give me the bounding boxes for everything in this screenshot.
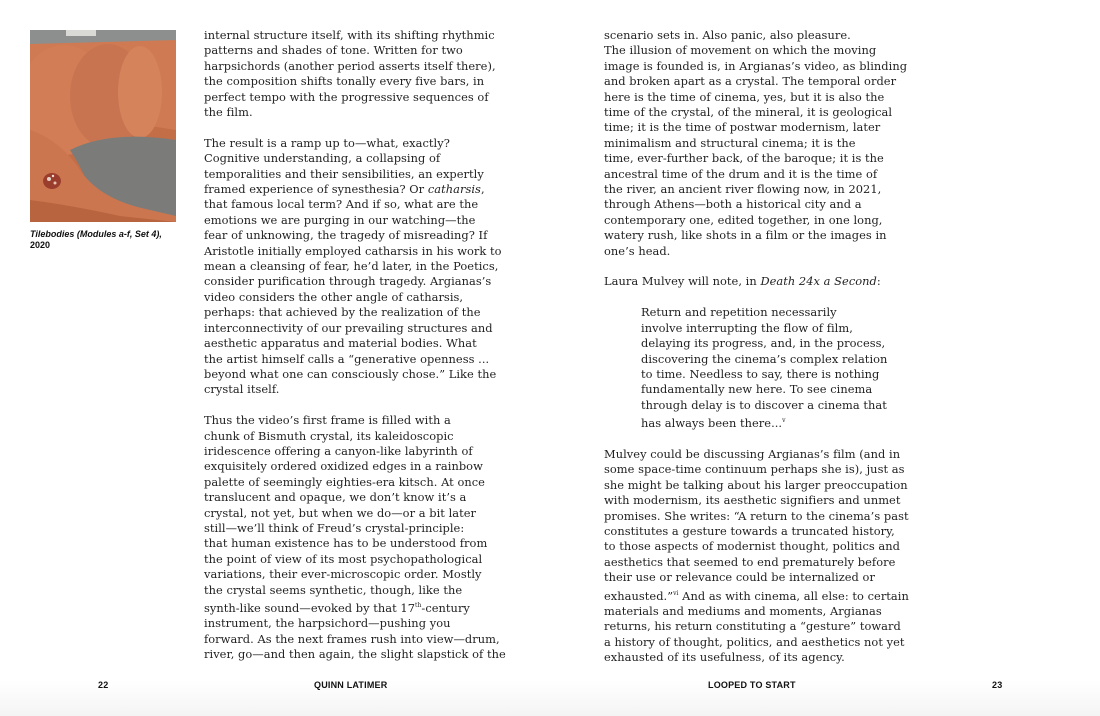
text-line: internal structure itself, with its shifting rhythmic [204,28,495,42]
text-line: still—we’ll think of Freud’s crystal-principle: [204,520,465,535]
text-fragment: -century [421,601,470,615]
text-line: aesthetics that seemed to end prematurely before [604,554,896,569]
book-title: Death 24x a Second [760,274,877,289]
text-line [641,413,904,431]
text-line: minimalism and structural cinema; it is the [604,135,856,150]
blockquote [641,305,904,431]
text-line: fear of unknowing, the tragedy of misreading? If [204,228,488,243]
left-page-number: 22 [98,680,109,690]
text-line: ancestral time of the drum and it is the time of [604,166,878,181]
text-line: translucent and opaque, we don’t know it’s a [204,490,467,505]
right-page-text [604,28,909,666]
text-line: materials and mediums and moments, Argianas [604,603,882,618]
text-line: contemporary one, edited together, in one long, [604,212,883,227]
caption-title: Tilebodies (Modules a-f, Set 4), [30,229,162,239]
text-line: through delay is to discover a cinema that [641,397,887,412]
figure-caption [30,229,180,251]
text-line: temporalities and their sensibilities, an expertly [204,166,484,181]
text-line: patterns and shades of tone. Written for two [204,43,463,58]
text-line: the artist himself calls a “generative openness ... [204,351,490,366]
text-line: a history of thought, politics, and aesthetics not yet [604,634,905,649]
text-line: through Athens—both a historical city and a [604,197,862,212]
text-line: forward. As the next frames rush into view—drum, [204,631,500,646]
text-line: that famous local term? And if so, what are the [204,197,479,212]
text-line: time, ever-further back, of the baroque; it is the [604,151,884,166]
text-line: watery rush, like shots in a film or the images in [604,228,887,243]
text-line: that human existence has to be understood from [204,536,488,551]
text-line: river, go—and then again, the slight slapstick of the [204,647,506,662]
paragraph [604,28,908,259]
paragraph [604,446,909,666]
text-line: harpsichords (another period asserts itself there), [204,58,496,73]
right-page-number: 23 [992,680,1003,690]
text-fragment: framed experience of synesthesia? Or [204,182,428,197]
text-line: constitutes a gesture towards a truncated history, [604,523,895,538]
left-page-text [204,28,504,663]
right-running-head: LOOPED TO START [708,680,796,690]
text-line: the river, an ancient river flowing now, in 2021, [604,182,882,197]
text-line: she might be talking about his larger preoccupation [604,477,908,492]
text-line: video considers the other angle of catharsis, [204,289,464,304]
text-line: scenario sets in. Also panic, also pleasure. [604,28,851,42]
text-line: the crystal seems synthetic, though, like the [204,582,463,597]
text-line: to time. Needless to say, there is nothing [641,366,880,381]
text-line [604,586,909,604]
text-line: interconnectivity of our prevailing structures and [204,320,493,335]
paragraph [204,413,504,663]
text-fragment: And as with cinema, all else: to certain [678,588,909,603]
text-line: the composition shifts tonally every five bars, in [204,74,485,89]
text-line: mean a cleansing of fear, he’d later, in the Poetics, [204,259,499,274]
text-line: Cognitive understanding, a collapsing of [204,151,441,166]
quote-intro [604,274,904,289]
text-fragment: Laura Mulvey will note, in [604,274,761,289]
text-line: perhaps: that achieved by the realization of the [204,305,481,320]
text-line: the film. [204,105,253,120]
text-line: some space-time continuum perhaps she is), just as [604,462,905,477]
footnote-marker[interactable]: v [782,417,786,425]
text-line: instrument, the harpsichord—pushing you [204,616,451,631]
text-line: returns, his return constituting a “gesture” toward [604,619,901,634]
text-line: and broken apart as a crystal. The temporal order [604,74,897,89]
text-line: to those aspects of modernist thought, politics and [604,539,901,554]
superscript: th [415,602,422,609]
text-fragment: : [876,274,881,289]
text-line: discovering the cinema’s complex relation [641,351,888,366]
sculpture-photo-icon [30,30,176,222]
text-line: crystal itself. [204,382,280,397]
text-line: the point of view of its most psychopathological [204,551,483,566]
paragraph [204,28,504,120]
text-line: consider purification through tragedy. Argianas’s [204,274,492,289]
italic-term: catharsis [427,182,481,197]
text-line: time of the crystal, of the mineral, it is geological [604,105,893,120]
text-line: Aristotle initially employed catharsis in his work to [204,243,502,258]
text-fragment: , [480,182,485,197]
text-fragment: has always been there... [641,416,783,431]
text-line: involve interrupting the flow of film, [641,320,853,335]
text-line: palette of seemingly eighties-era kitsch. At once [204,474,485,489]
text-line: delaying its progress, and, in the process, [641,336,886,351]
text-line: promises. She writes: “A return to the cinema’s past [604,508,909,523]
text-line: crystal, not yet, but when we do—or a bit later [204,505,477,520]
text-line [204,598,504,616]
text-line: fundamentally new here. To see cinema [641,382,873,397]
text-line: their use or relevance could be internalized or [604,570,875,585]
text-line: The result is a ramp up to—what, exactly? [204,135,450,150]
text-fragment: synth-like sound—evoked by that 17 [204,601,416,615]
text-line: exquisitely ordered oxidized edges in a rainbow [204,459,483,474]
text-line: Thus the video’s first frame is filled with a [204,413,451,428]
text-line: exhausted of its usefulness, of its agency. [604,650,845,665]
text-line: with modernism, its aesthetic signifiers and unmet [604,493,901,508]
text-fragment: exhausted.” [604,588,674,603]
text-line: variations, their ever-microscopic order. Mostly [204,567,482,582]
text-line [204,182,504,197]
footnote-marker[interactable]: vi [673,589,679,597]
text-line: Mulvey could be discussing Argianas’s film (and in [604,446,901,461]
text-line: time; it is the time of postwar modernism, later [604,120,881,135]
text-line: The illusion of movement on which the moving [604,43,877,58]
left-running-head: QUINN LATIMER [314,680,388,690]
text-line [604,274,904,289]
text-line: Return and repetition necessarily [641,305,837,320]
text-line: emotions we are purging in our watching—the [204,212,476,227]
text-line: image is founded is, in Argianas’s video, as blinding [604,58,908,73]
text-line: aesthetic apparatus and material bodies. What [204,336,477,351]
text-line: beyond what one can consciously chose.” Like the [204,366,497,381]
text-line: here is the time of cinema, yes, but it is also the [604,89,885,104]
text-line: chunk of Bismuth crystal, its kaleidoscopic [204,428,454,443]
text-line: iridescence offering a canyon-like labyrinth of [204,443,473,458]
text-line: one’s head. [604,243,671,258]
caption-year: 2020 [30,240,51,250]
artwork-image [30,30,176,222]
paragraph [204,136,504,398]
text-line: perfect tempo with the progressive sequences of [204,89,489,104]
